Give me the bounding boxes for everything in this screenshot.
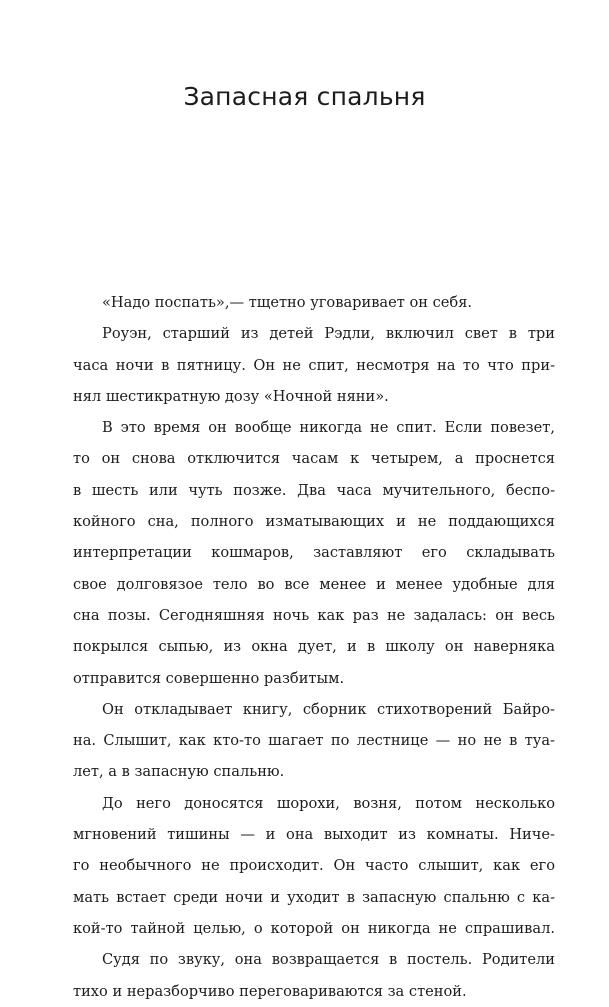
- text-line: Он откладывает книгу, сборник стихотворений Байро-: [102, 700, 555, 718]
- text-line: мать встает среди ночи и уходит в запасную спальню с ка-: [73, 888, 555, 906]
- text-line: койного сна, полного изматывающих и не поддающихся: [73, 513, 555, 531]
- text-line: мгновений тишины — и она выходит из комнаты. Ниче-: [73, 826, 555, 844]
- text-line: в шесть или чуть позже. Два часа мучительного, беспо-: [73, 481, 555, 499]
- text-line: сна позы. Сегодняшняя ночь как раз не задалась: он весь: [73, 606, 555, 624]
- chapter-body: [73, 287, 555, 1007]
- text-line: то он снова отключится часам к четырем, а проснется: [73, 450, 555, 468]
- text-line: лет, а в запасную спальню.: [73, 763, 285, 781]
- text-line: Роуэн, старший из детей Рэдли, включил свет в три: [102, 325, 555, 343]
- text-line: кой-то тайной целью, о которой он никогда не спрашивал.: [73, 919, 555, 937]
- text-line: «Надо поспать»,— тщетно уговаривает он себя.: [102, 294, 473, 311]
- text-line: на. Слышит, как кто-то шагает по лестнице — но не в туа-: [73, 732, 555, 750]
- text-line: Судя по звуку, она возвращается в постель. Родители: [102, 951, 555, 969]
- chapter-title: Запасная спальня: [183, 82, 426, 111]
- text-line: До него доносятся шорохи, возня, потом несколько: [102, 794, 555, 812]
- text-line: В это время он вообще никогда не спит. Если повезет,: [102, 419, 555, 437]
- text-line: часа ночи в пятницу. Он не спит, несмотря на то что при-: [73, 356, 555, 374]
- text-line: отправится совершенно разбитым.: [73, 669, 345, 687]
- text-line: го необычного не происходит. Он часто слышит, как его: [73, 857, 555, 875]
- text-line: нял шестикратную дозу «Ночной няни».: [73, 387, 389, 405]
- text-line: интерпретации кошмаров, заставляют его складывать: [73, 544, 555, 562]
- text-line: покрылся сыпью, из окна дует, и в школу он наверняка: [73, 638, 555, 656]
- text-line: свое долговязое тело во все менее и менее удобные для: [73, 575, 555, 593]
- text-line: тихо и неразборчиво переговариваются за стеной.: [73, 982, 467, 1000]
